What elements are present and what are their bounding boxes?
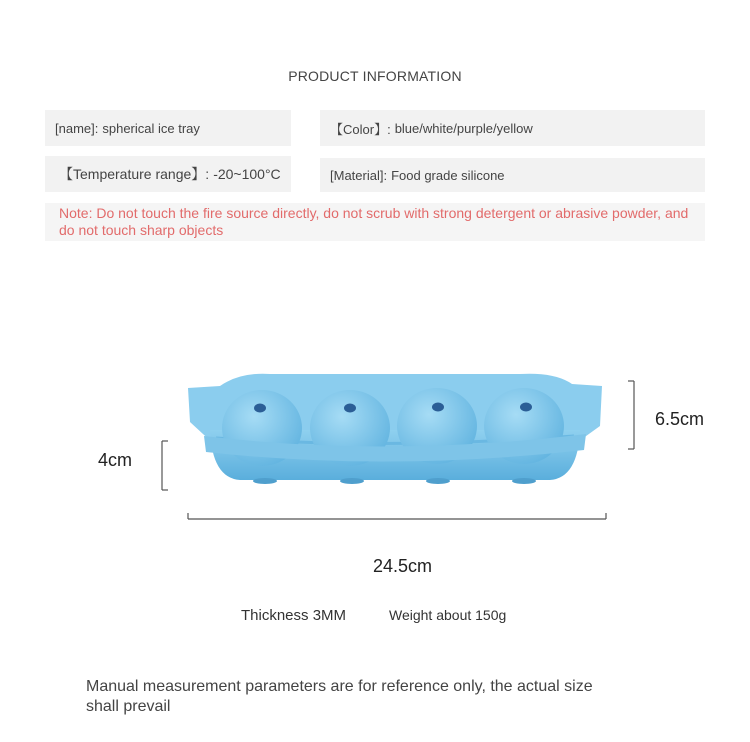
thickness-spec: Thickness 3MM [241,607,347,624]
info-color-label: 【Color】: [330,121,391,137]
depth-bracket [162,441,168,490]
info-color-value: blue/white/purple/yellow [394,120,533,136]
info-temperature-label: 【Temperature range】: [59,166,210,182]
info-temperature-value: -20~100°C [213,166,281,182]
height-label: 6.5cm [655,409,705,429]
depth-label: 4cm [98,450,133,470]
weight-spec: Weight about 150g [389,607,507,623]
height-bracket [628,381,634,449]
info-material-label: [Material]: [330,167,388,183]
info-name-value: spherical ice tray [102,120,200,136]
width-bracket [188,513,606,519]
care-note: Note: Do not touch the fire source directly, do not scrub with strong detergent or abrasive powder, and do not touch sharp objects [45,203,705,241]
page-title: PRODUCT INFORMATION [288,68,462,84]
info-material-value: Food grade silicone [391,167,505,183]
width-label: 24.5cm [373,556,433,576]
info-name-label: [name]: [55,120,99,136]
measurement-disclaimer: Manual measurement parameters are for reference only, the actual size shall prevail [86,678,593,715]
